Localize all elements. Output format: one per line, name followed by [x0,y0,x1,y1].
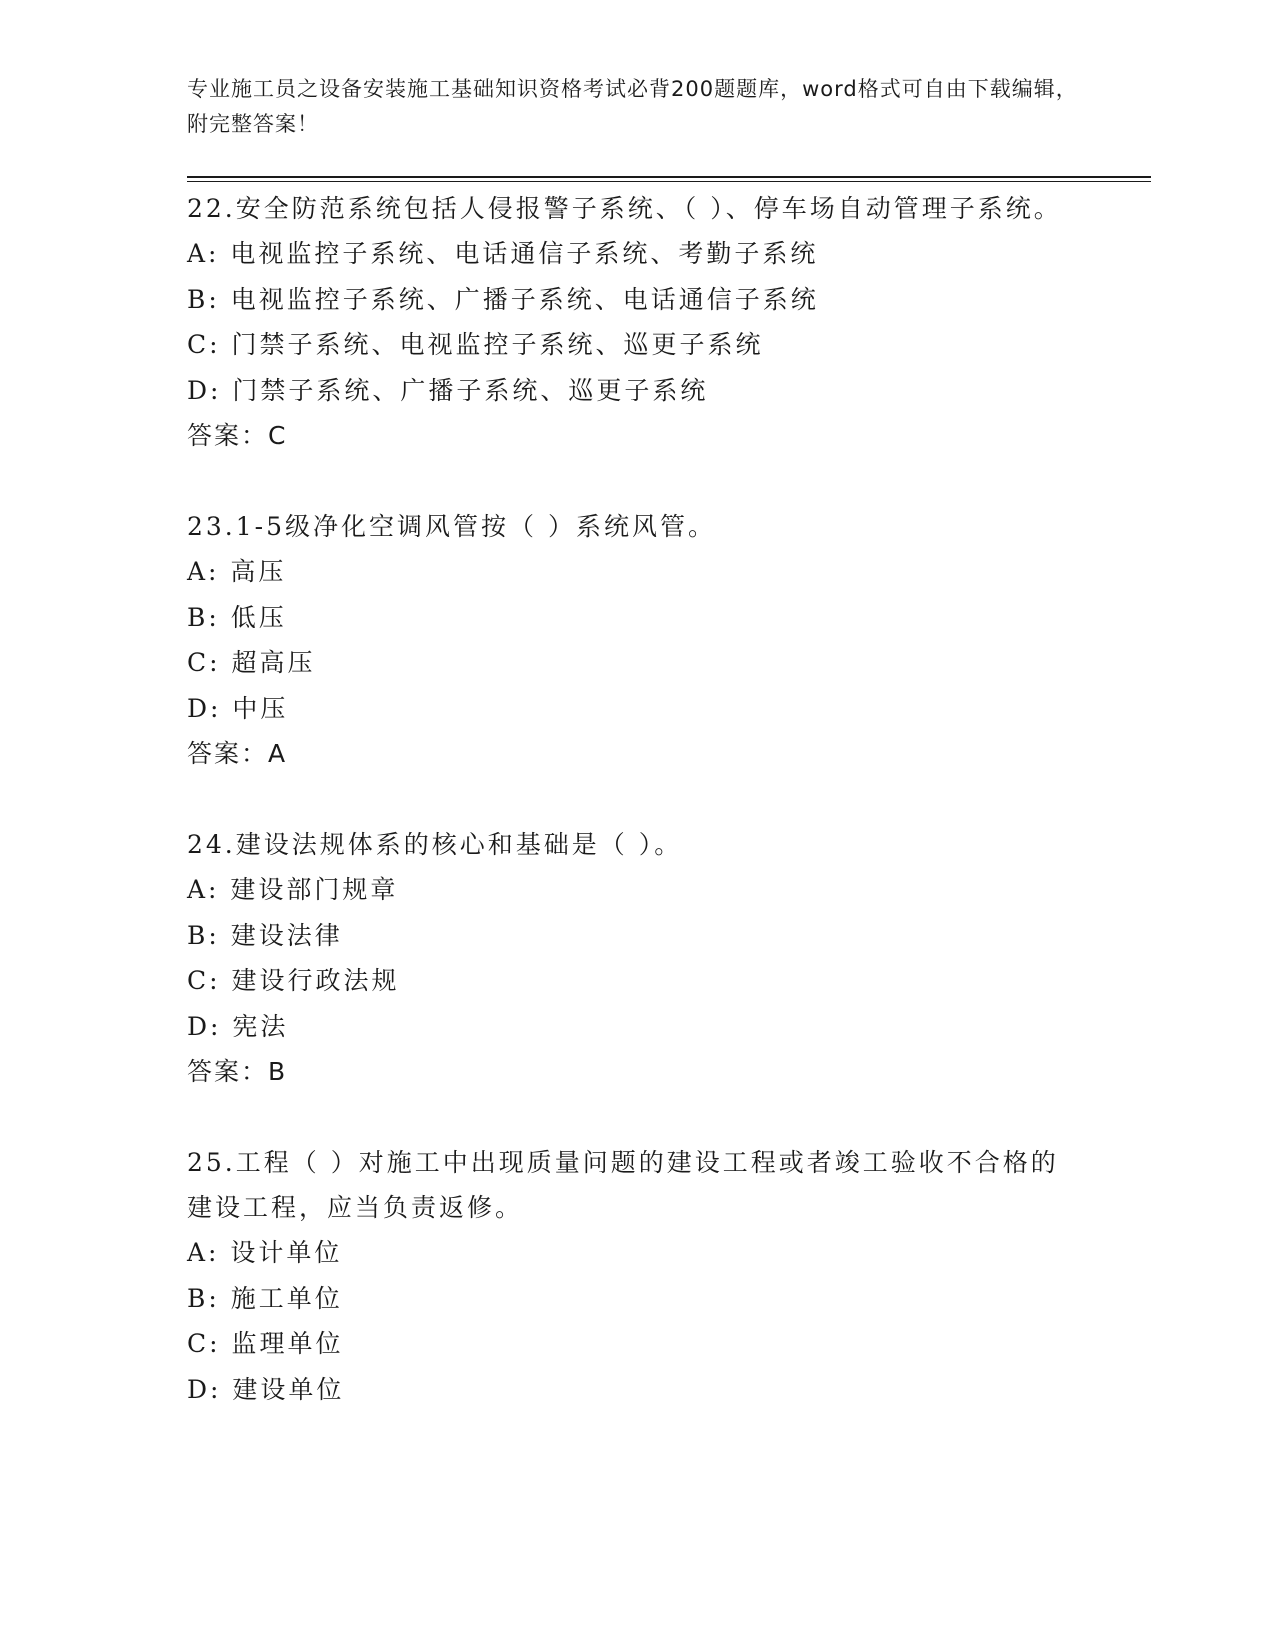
question-stem: 24.建设法规体系的核心和基础是（ ）。 [187,830,683,859]
answer-line: 答案：C [187,421,288,450]
option-a: A: 建设部门规章 [187,875,399,904]
header-divider-thick [187,176,1151,178]
option-d: D: 中压 [187,693,289,723]
answer-line: 答案：B [187,1057,288,1086]
document-header: 专业施工员之设备安装施工基础知识资格考试必背200题题库，word格式可自由下载编辑，附完整答案！ [187,77,1078,136]
option-c: C: 门禁子系统、电视监控子系统、巡更子系统 [187,330,764,359]
option-a: A: 电视监控子系统、电话通信子系统、考勤子系统 [187,239,819,268]
question-24 [187,822,1067,1094]
question-stem: 23.1-5级净化空调风管按（ ）系统风管。 [187,512,716,541]
option-b: B: 低压 [187,602,287,632]
option-d: D: 宪法 [187,1011,289,1041]
question-stem: 22.安全防范系统包括人侵报警子系统、（ ）、停车场自动管理子系统。 [187,194,1062,223]
option-b: B: 施工单位 [187,1283,343,1313]
question-list [187,186,1067,1458]
option-c: C: 超高压 [187,648,316,677]
answer-line: 答案：A [187,739,288,768]
option-d: D: 建设单位 [187,1374,345,1404]
option-d: D: 门禁子系统、广播子系统、巡更子系统 [187,375,709,405]
question-22 [187,186,1067,458]
question-23 [187,504,1067,776]
question-25 [187,1140,1067,1412]
option-b: B: 电视监控子系统、广播子系统、电话通信子系统 [187,284,819,314]
option-b: B: 建设法律 [187,920,343,950]
option-c: C: 监理单位 [187,1329,344,1358]
option-c: C: 建设行政法规 [187,966,400,995]
option-a: A: 高压 [187,557,287,586]
question-stem: 25.工程（ ）对施工中出现质量问题的建设工程或者竣工验收不合格的建设工程，应当负责返修。 [187,1148,1059,1222]
option-a: A: 设计单位 [187,1238,343,1267]
header-divider-thin [187,181,1151,182]
